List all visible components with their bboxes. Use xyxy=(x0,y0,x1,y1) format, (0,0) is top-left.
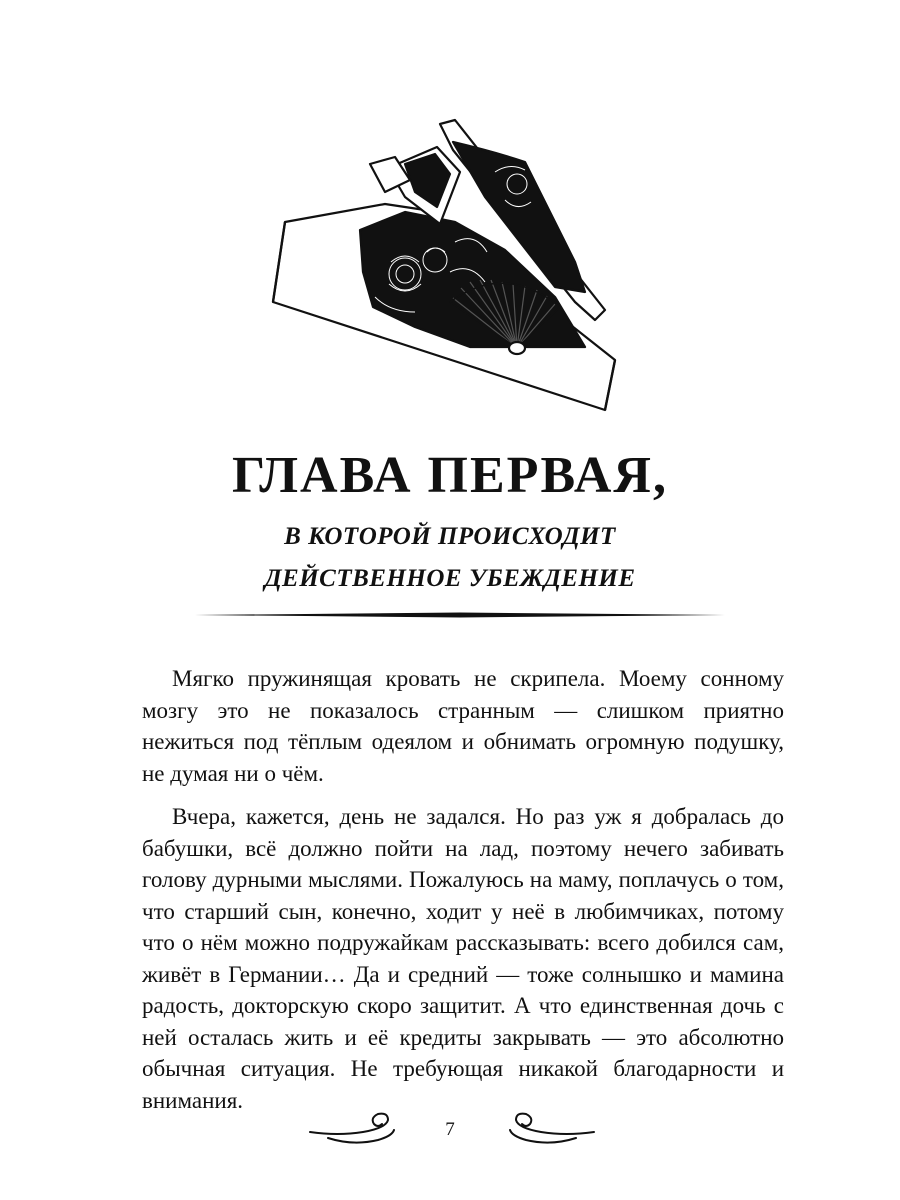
paragraph-1: Мягко пружинящая кровать не скрипела. Моему сонному мозгу это не показалось странным — слишком приятно нежиться под тёплым одеялом и обнимать огромную подушку, не думая ни о чём. xyxy=(142,666,784,786)
broken-fan-illustration-icon xyxy=(255,112,655,432)
page-footer xyxy=(0,1108,900,1152)
chapter-body xyxy=(142,663,784,1128)
flourish-left-icon xyxy=(308,1110,398,1150)
divider-rule xyxy=(195,611,725,619)
chapter-title: ГЛАВА ПЕРВАЯ, xyxy=(232,447,668,504)
chapter-subtitle-line-1: В КОТОРОЙ ПРОИСХОДИТ xyxy=(284,523,616,550)
paragraph-2: Вчера, кажется, день не задался. Но раз уж я добралась до бабушки, всё должно пойти на лад, поэтому нечего забивать голову дурными мыслями. Пожалуюсь на маму, поплачусь о том, что старший сын, конечно, ходит у неё в любимчиках, потому что о нём можно подружайкам рассказывать: всего добился сам, живёт в Германии… Да и средний — тоже солнышко и мамина радость, докторскую скоро защитит. А что единственная дочь с ней осталась жить и её кредиты закрывать — это абсолютно обычная ситуация. Не требующая никакой благодарности и внимания. xyxy=(142,804,784,1113)
chapter-subtitle xyxy=(0,516,900,600)
flourish-right-icon xyxy=(506,1110,596,1150)
page-number: 7 xyxy=(445,1119,455,1140)
chapter-subtitle-line-2: ДЕЙСТВЕННОЕ УБЕЖДЕНИЕ xyxy=(264,565,636,592)
